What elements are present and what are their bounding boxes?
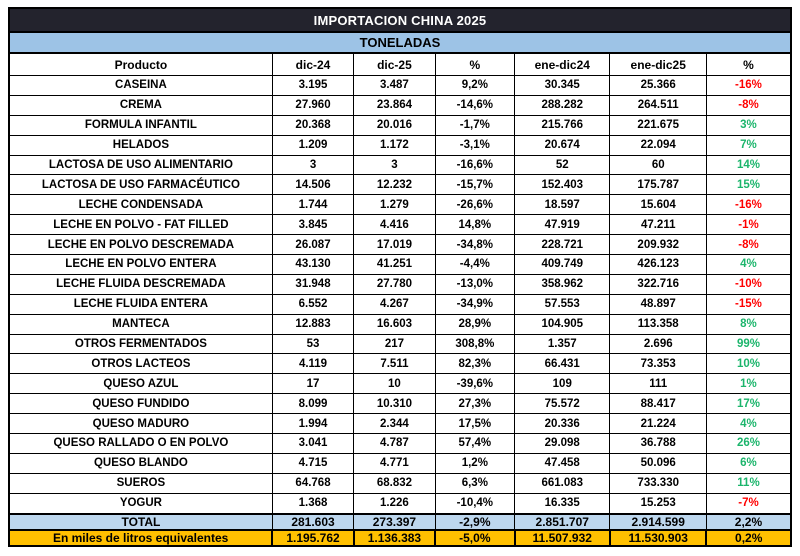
data-cell-5: 22.094 xyxy=(610,135,706,155)
data-cell-3: -1,7% xyxy=(435,115,514,135)
data-cell-3: -3,1% xyxy=(435,135,514,155)
data-cell-6: -16% xyxy=(706,76,791,96)
data-cell-6: -7% xyxy=(706,493,791,514)
china-import-table xyxy=(8,7,792,547)
table-row xyxy=(9,135,791,155)
table-row xyxy=(9,195,791,215)
table-row xyxy=(9,354,791,374)
column-header-5: ene-dic25 xyxy=(610,53,706,76)
data-cell-6: 4% xyxy=(706,255,791,275)
data-cell-0: CASEINA xyxy=(9,76,272,96)
table-row xyxy=(9,76,791,96)
data-cell-0: LECHE EN POLVO - FAT FILLED xyxy=(9,215,272,235)
data-cell-5: 221.675 xyxy=(610,115,706,135)
column-header-1: dic-24 xyxy=(272,53,353,76)
data-cell-1: 31.948 xyxy=(272,274,353,294)
data-cell-3: -15,7% xyxy=(435,175,514,195)
data-cell-5: 113.358 xyxy=(610,314,706,334)
data-cell-6: -8% xyxy=(706,235,791,255)
data-cell-2: 4.267 xyxy=(354,294,435,314)
table-row xyxy=(9,255,791,275)
data-cell-0: YOGUR xyxy=(9,493,272,514)
data-cell-3: 6,3% xyxy=(435,473,514,493)
data-cell-6: 4% xyxy=(706,414,791,434)
data-cell-3: -39,6% xyxy=(435,374,514,394)
data-cell-0: LACTOSA DE USO FARMACÉUTICO xyxy=(9,175,272,195)
data-cell-3: 82,3% xyxy=(435,354,514,374)
data-cell-4: 409.749 xyxy=(515,255,610,275)
data-cell-2: 12.232 xyxy=(354,175,435,195)
data-cell-5: 111 xyxy=(610,374,706,394)
total-cell-6: 2,2% xyxy=(706,514,791,530)
data-cell-3: 9,2% xyxy=(435,76,514,96)
data-cell-3: -13,0% xyxy=(435,274,514,294)
data-cell-0: SUEROS xyxy=(9,473,272,493)
column-header-6: % xyxy=(706,53,791,76)
table-row xyxy=(9,493,791,514)
data-cell-6: -8% xyxy=(706,95,791,115)
data-cell-3: 14,8% xyxy=(435,215,514,235)
data-cell-2: 20.016 xyxy=(354,115,435,135)
data-cell-5: 264.511 xyxy=(610,95,706,115)
data-cell-3: 28,9% xyxy=(435,314,514,334)
data-cell-3: -14,6% xyxy=(435,95,514,115)
data-cell-0: LECHE FLUIDA ENTERA xyxy=(9,294,272,314)
data-cell-4: 109 xyxy=(515,374,610,394)
data-cell-6: -10% xyxy=(706,274,791,294)
total-cell-1: 281.603 xyxy=(272,514,353,530)
data-cell-4: 358.962 xyxy=(515,274,610,294)
data-cell-2: 3 xyxy=(354,155,435,175)
data-cell-5: 48.897 xyxy=(610,294,706,314)
data-cell-0: QUESO RALLADO O EN POLVO xyxy=(9,434,272,454)
data-cell-2: 2.344 xyxy=(354,414,435,434)
data-cell-3: 308,8% xyxy=(435,334,514,354)
data-cell-3: -34,8% xyxy=(435,235,514,255)
footer-cell-1: 1.195.762 xyxy=(272,530,353,546)
table-row xyxy=(9,334,791,354)
data-cell-0: FORMULA INFANTIL xyxy=(9,115,272,135)
footer-cell-2: 1.136.383 xyxy=(354,530,435,546)
table-row xyxy=(9,473,791,493)
data-cell-4: 288.282 xyxy=(515,95,610,115)
data-cell-1: 3.195 xyxy=(272,76,353,96)
liters-equivalent-row xyxy=(9,530,791,546)
data-cell-3: -16,6% xyxy=(435,155,514,175)
data-cell-2: 1.172 xyxy=(354,135,435,155)
table-row xyxy=(9,314,791,334)
table-row xyxy=(9,374,791,394)
data-cell-1: 6.552 xyxy=(272,294,353,314)
table-row xyxy=(9,434,791,454)
data-cell-0: LECHE EN POLVO ENTERA xyxy=(9,255,272,275)
data-cell-4: 228.721 xyxy=(515,235,610,255)
data-cell-5: 88.417 xyxy=(610,394,706,414)
data-cell-5: 175.787 xyxy=(610,175,706,195)
data-cell-6: 1% xyxy=(706,374,791,394)
data-cell-3: 17,5% xyxy=(435,414,514,434)
data-cell-2: 41.251 xyxy=(354,255,435,275)
column-header-4: ene-dic24 xyxy=(515,53,610,76)
column-header-producto: Producto xyxy=(9,53,272,76)
data-cell-4: 20.674 xyxy=(515,135,610,155)
data-cell-2: 217 xyxy=(354,334,435,354)
data-cell-1: 8.099 xyxy=(272,394,353,414)
data-cell-5: 426.123 xyxy=(610,255,706,275)
data-cell-1: 64.768 xyxy=(272,473,353,493)
table-row xyxy=(9,235,791,255)
data-cell-6: 7% xyxy=(706,135,791,155)
table-row xyxy=(9,155,791,175)
data-cell-0: CREMA xyxy=(9,95,272,115)
data-cell-4: 20.336 xyxy=(515,414,610,434)
data-cell-3: -34,9% xyxy=(435,294,514,314)
data-cell-5: 36.788 xyxy=(610,434,706,454)
footer-cell-4: 11.507.932 xyxy=(515,530,610,546)
data-cell-4: 16.335 xyxy=(515,493,610,514)
data-cell-4: 66.431 xyxy=(515,354,610,374)
data-cell-2: 7.511 xyxy=(354,354,435,374)
data-cell-5: 15.253 xyxy=(610,493,706,514)
data-cell-0: LACTOSA DE USO ALIMENTARIO xyxy=(9,155,272,175)
data-cell-0: MANTECA xyxy=(9,314,272,334)
data-cell-6: -1% xyxy=(706,215,791,235)
data-cell-6: 14% xyxy=(706,155,791,175)
total-cell-5: 2.914.599 xyxy=(610,514,706,530)
total-cell-0: TOTAL xyxy=(9,514,272,530)
total-cell-3: -2,9% xyxy=(435,514,514,530)
column-header-2: dic-25 xyxy=(354,53,435,76)
data-cell-6: 3% xyxy=(706,115,791,135)
data-cell-6: 26% xyxy=(706,434,791,454)
data-cell-5: 47.211 xyxy=(610,215,706,235)
data-cell-4: 18.597 xyxy=(515,195,610,215)
data-cell-6: 8% xyxy=(706,314,791,334)
data-cell-1: 26.087 xyxy=(272,235,353,255)
data-cell-5: 73.353 xyxy=(610,354,706,374)
footer-cell-6: 0,2% xyxy=(706,530,791,546)
data-cell-0: QUESO AZUL xyxy=(9,374,272,394)
data-cell-1: 53 xyxy=(272,334,353,354)
data-cell-2: 4.771 xyxy=(354,453,435,473)
table-row xyxy=(9,294,791,314)
data-cell-0: LECHE EN POLVO DESCREMADA xyxy=(9,235,272,255)
data-cell-1: 1.994 xyxy=(272,414,353,434)
data-cell-1: 12.883 xyxy=(272,314,353,334)
data-cell-2: 1.226 xyxy=(354,493,435,514)
data-cell-0: LECHE FLUIDA DESCREMADA xyxy=(9,274,272,294)
data-cell-4: 57.553 xyxy=(515,294,610,314)
data-cell-4: 661.083 xyxy=(515,473,610,493)
data-cell-3: 27,3% xyxy=(435,394,514,414)
data-cell-2: 10 xyxy=(354,374,435,394)
data-cell-1: 3 xyxy=(272,155,353,175)
data-cell-0: LECHE CONDENSADA xyxy=(9,195,272,215)
data-cell-2: 27.780 xyxy=(354,274,435,294)
table-row xyxy=(9,414,791,434)
data-cell-6: -15% xyxy=(706,294,791,314)
data-cell-1: 1.368 xyxy=(272,493,353,514)
table-subtitle-row xyxy=(9,32,791,53)
data-cell-1: 3.041 xyxy=(272,434,353,454)
data-cell-3: 1,2% xyxy=(435,453,514,473)
data-cell-4: 30.345 xyxy=(515,76,610,96)
data-cell-4: 52 xyxy=(515,155,610,175)
data-cell-2: 4.787 xyxy=(354,434,435,454)
data-cell-1: 27.960 xyxy=(272,95,353,115)
data-cell-4: 215.766 xyxy=(515,115,610,135)
table-subtitle: TONELADAS xyxy=(9,32,791,53)
data-cell-2: 17.019 xyxy=(354,235,435,255)
data-cell-3: -4,4% xyxy=(435,255,514,275)
data-cell-1: 4.119 xyxy=(272,354,353,374)
footer-cell-5: 11.530.903 xyxy=(610,530,706,546)
table-row xyxy=(9,95,791,115)
table-row xyxy=(9,215,791,235)
data-cell-1: 20.368 xyxy=(272,115,353,135)
data-cell-6: 17% xyxy=(706,394,791,414)
data-cell-2: 4.416 xyxy=(354,215,435,235)
table-title-row xyxy=(9,8,791,32)
data-cell-5: 733.330 xyxy=(610,473,706,493)
data-cell-5: 322.716 xyxy=(610,274,706,294)
column-header-row xyxy=(9,53,791,76)
data-cell-5: 209.932 xyxy=(610,235,706,255)
data-cell-6: 10% xyxy=(706,354,791,374)
data-cell-4: 152.403 xyxy=(515,175,610,195)
data-cell-5: 15.604 xyxy=(610,195,706,215)
data-cell-2: 1.279 xyxy=(354,195,435,215)
column-header-3: % xyxy=(435,53,514,76)
data-cell-6: 15% xyxy=(706,175,791,195)
table-row xyxy=(9,453,791,473)
data-cell-0: QUESO MADURO xyxy=(9,414,272,434)
total-row xyxy=(9,514,791,530)
data-cell-3: -10,4% xyxy=(435,493,514,514)
data-cell-0: QUESO FUNDIDO xyxy=(9,394,272,414)
data-cell-5: 25.366 xyxy=(610,76,706,96)
data-cell-4: 1.357 xyxy=(515,334,610,354)
data-cell-5: 2.696 xyxy=(610,334,706,354)
data-cell-0: HELADOS xyxy=(9,135,272,155)
table-title: IMPORTACION CHINA 2025 xyxy=(9,8,791,32)
data-cell-2: 68.832 xyxy=(354,473,435,493)
data-cell-5: 50.096 xyxy=(610,453,706,473)
data-cell-0: OTROS LACTEOS xyxy=(9,354,272,374)
table-row xyxy=(9,394,791,414)
data-cell-0: QUESO BLANDO xyxy=(9,453,272,473)
table-row xyxy=(9,115,791,135)
data-cell-1: 17 xyxy=(272,374,353,394)
total-cell-4: 2.851.707 xyxy=(515,514,610,530)
total-cell-2: 273.397 xyxy=(354,514,435,530)
data-cell-1: 14.506 xyxy=(272,175,353,195)
data-cell-3: 57,4% xyxy=(435,434,514,454)
data-cell-2: 10.310 xyxy=(354,394,435,414)
table-row xyxy=(9,274,791,294)
data-cell-6: 11% xyxy=(706,473,791,493)
data-cell-4: 47.919 xyxy=(515,215,610,235)
data-cell-1: 43.130 xyxy=(272,255,353,275)
data-cell-2: 3.487 xyxy=(354,76,435,96)
data-cell-5: 21.224 xyxy=(610,414,706,434)
data-cell-4: 75.572 xyxy=(515,394,610,414)
data-cell-2: 23.864 xyxy=(354,95,435,115)
table-row xyxy=(9,175,791,195)
footer-cell-3: -5,0% xyxy=(435,530,514,546)
data-cell-6: -16% xyxy=(706,195,791,215)
data-cell-5: 60 xyxy=(610,155,706,175)
data-cell-1: 1.209 xyxy=(272,135,353,155)
data-cell-2: 16.603 xyxy=(354,314,435,334)
data-cell-4: 29.098 xyxy=(515,434,610,454)
data-cell-1: 4.715 xyxy=(272,453,353,473)
data-cell-3: -26,6% xyxy=(435,195,514,215)
data-cell-0: OTROS FERMENTADOS xyxy=(9,334,272,354)
data-cell-4: 47.458 xyxy=(515,453,610,473)
footer-cell-0: En miles de litros equivalentes xyxy=(9,530,272,546)
data-cell-6: 6% xyxy=(706,453,791,473)
data-cell-1: 1.744 xyxy=(272,195,353,215)
data-cell-4: 104.905 xyxy=(515,314,610,334)
data-cell-1: 3.845 xyxy=(272,215,353,235)
data-cell-6: 99% xyxy=(706,334,791,354)
